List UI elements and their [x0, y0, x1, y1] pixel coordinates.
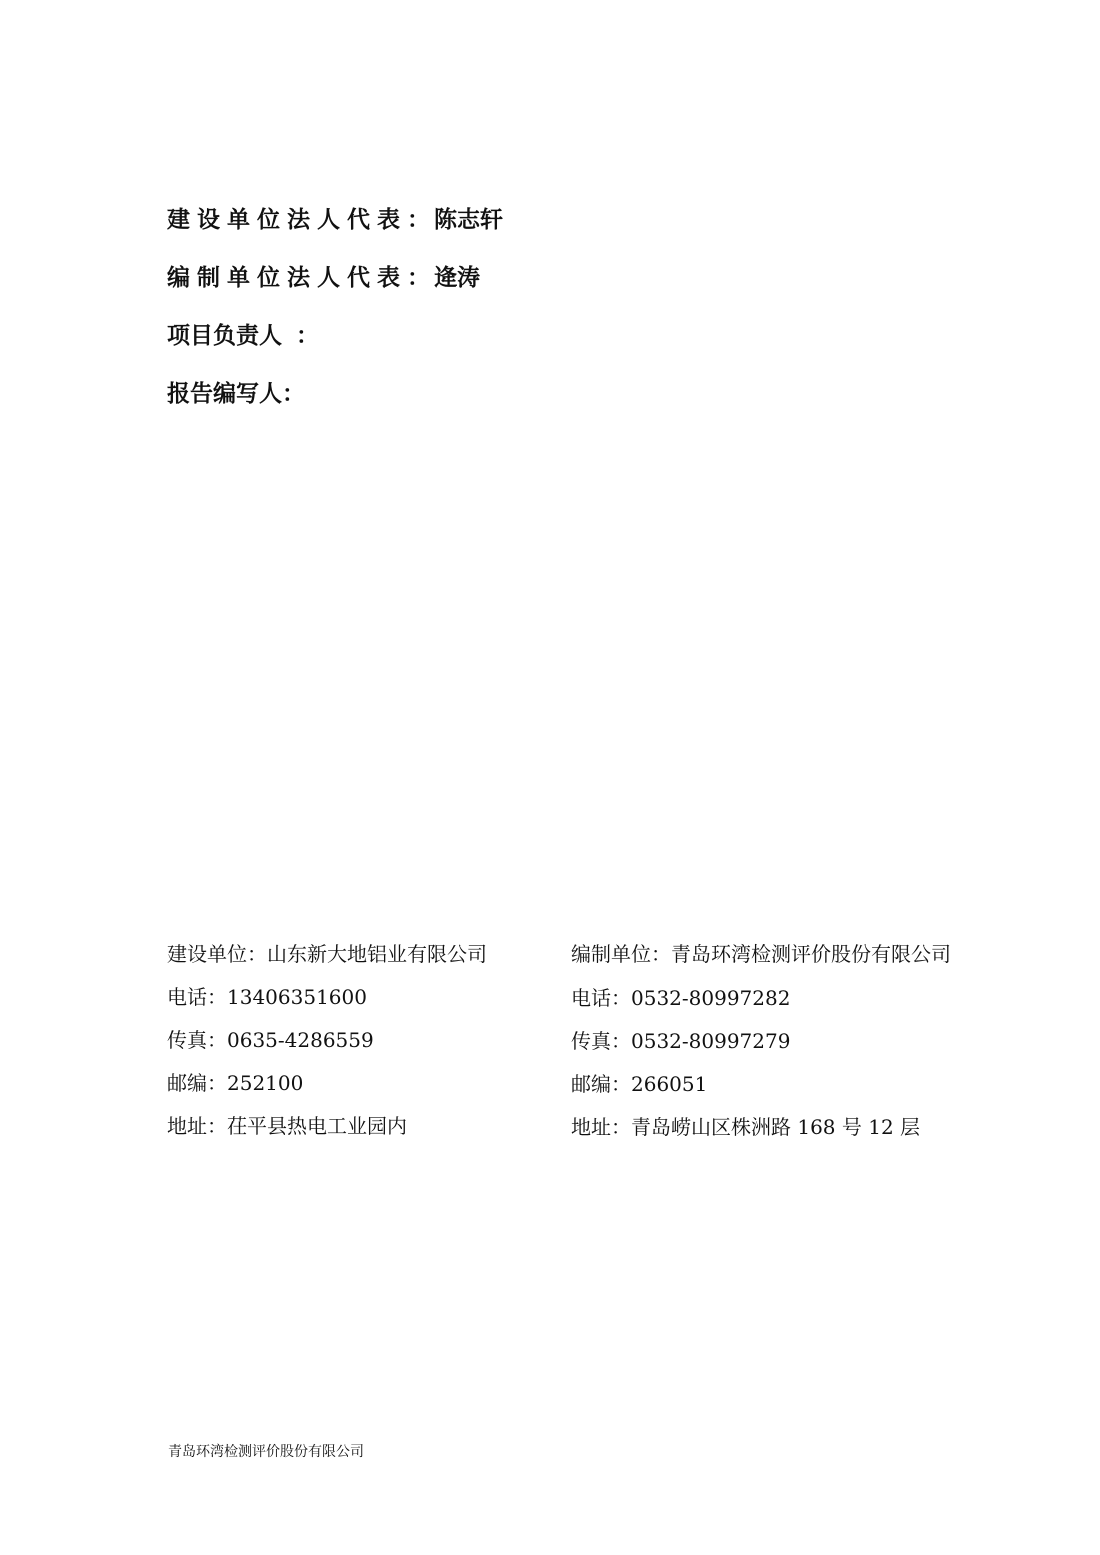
project-lead-label: 项目负责人	[167, 323, 282, 349]
signature-block	[167, 200, 503, 432]
compiling-unit-contact	[571, 938, 951, 1154]
compiler-legal-rep-label: 编制单位法人代表	[167, 265, 407, 291]
compiler-legal-rep-name: 逄涛	[434, 265, 480, 291]
project-lead-line	[167, 316, 503, 374]
colon: ：	[407, 265, 430, 291]
colon: ：	[282, 381, 305, 407]
construction-unit-contact	[167, 938, 487, 1153]
colon: ：	[296, 323, 319, 349]
construction-unit-postcode: 邮编：252100	[167, 1071, 304, 1095]
construction-legal-rep-line	[167, 200, 503, 258]
report-writer-line	[167, 374, 503, 432]
construction-legal-rep-name: 陈志轩	[434, 207, 503, 233]
colon: ：	[407, 207, 430, 233]
compiling-unit-phone: 电话：0532-80997282	[571, 986, 791, 1010]
construction-unit-name: 建设单位：山东新大地铝业有限公司	[167, 942, 487, 966]
report-writer-label: 报告编写人	[167, 381, 282, 407]
construction-unit-address: 地址：茌平县热电工业园内	[167, 1114, 407, 1138]
compiler-legal-rep-line	[167, 258, 503, 316]
construction-unit-phone: 电话：13406351600	[167, 985, 367, 1009]
compiling-unit-name: 编制单位：青岛环湾检测评价股份有限公司	[571, 942, 951, 966]
construction-legal-rep-label: 建设单位法人代表	[167, 207, 407, 233]
page-footer: 青岛环湾检测评价股份有限公司	[168, 1444, 364, 1460]
compiling-unit-address: 地址：青岛崂山区株洲路 168 号 12 层	[571, 1115, 921, 1139]
compiling-unit-postcode: 邮编：266051	[571, 1072, 708, 1096]
compiling-unit-fax: 传真：0532-80997279	[571, 1029, 791, 1053]
construction-unit-fax: 传真：0635-4286559	[167, 1028, 374, 1052]
